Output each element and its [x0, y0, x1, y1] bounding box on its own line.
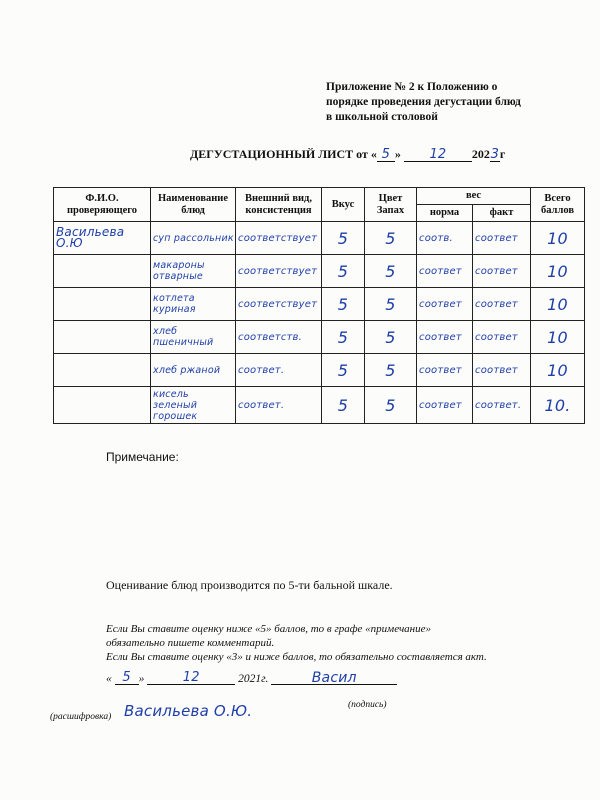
header-fio: Ф.И.О. проверяющего — [54, 188, 151, 222]
row-color: 5 — [385, 395, 396, 415]
header-weight-norm: норма — [417, 205, 473, 222]
row-taste: 5 — [337, 395, 349, 415]
note-line-3: Если Вы ставите оценку «3» и ниже баллов, то обязательно составляется акт. — [106, 651, 487, 663]
row-color: 5 — [385, 327, 396, 347]
row-total: 10. — [544, 395, 571, 415]
title-year-prefix: 202 — [471, 147, 490, 161]
row-color: 5 — [385, 228, 396, 248]
row-dish: кисель зеленый горошек — [153, 388, 198, 422]
sig-month: 12 — [182, 670, 200, 685]
row-fact: соответ. — [475, 399, 522, 411]
row-total: 10 — [547, 228, 568, 248]
row-appearance: соответствует — [238, 232, 318, 244]
signature-caption: (подпись) — [348, 700, 387, 710]
sig-year: 2021 — [238, 673, 262, 685]
row-total: 10 — [547, 261, 568, 281]
row-fact: соответ — [475, 232, 518, 244]
row-taste: 5 — [337, 327, 349, 347]
appendix-header — [326, 80, 566, 125]
row-taste: 5 — [337, 228, 349, 248]
row-taste: 5 — [337, 360, 349, 380]
signature-line — [106, 670, 397, 685]
row-norm: соответ — [419, 298, 462, 310]
row-total: 10 — [547, 294, 568, 314]
row-taste: 5 — [337, 294, 349, 314]
row-dish: котлета куриная — [153, 293, 196, 315]
title-label: ДЕГУСТАЦИОННЫЙ ЛИСТ от « — [190, 147, 377, 161]
signature-mark: Васил — [311, 670, 357, 686]
row-dish: макароны отварные — [153, 260, 205, 282]
row-dish: хлеб пшеничный — [153, 326, 214, 348]
row-appearance: соответств. — [238, 331, 303, 343]
sig-day: 5 — [122, 670, 131, 685]
decipher-caption: (расшифровка) — [50, 712, 112, 722]
row-norm: соответ — [419, 331, 462, 343]
table-row — [54, 387, 585, 424]
title-month: 12 — [429, 147, 447, 162]
appendix-line-2: порядке проведения дегустации блюд — [326, 96, 521, 108]
row-appearance: соответствует — [238, 265, 318, 277]
title-year-digit: 3 — [490, 147, 500, 162]
note-line-1: Если Вы ставите оценку ниже «5» баллов, то в графе «примечание» — [106, 623, 432, 635]
row-taste: 5 — [337, 261, 349, 281]
row-fact: соответ — [475, 364, 518, 376]
decipher-value: Васильева О.Ю. — [124, 702, 253, 720]
row-norm: соответ — [419, 399, 462, 411]
row-appearance: соответ. — [238, 364, 285, 376]
sig-close-quote: » — [138, 673, 145, 685]
row-fact: соответ — [475, 298, 518, 310]
title-sep: » — [394, 147, 401, 161]
row-fact: соответ — [475, 331, 518, 343]
instructions-note — [106, 622, 556, 664]
row-norm: соответ — [419, 265, 462, 277]
row-fio: Васильева О.Ю — [56, 225, 125, 250]
note-line-2: обязательно пишете комментарий. — [106, 637, 275, 649]
tasting-table — [53, 187, 585, 424]
table-row — [54, 255, 585, 288]
row-fact: соответ — [475, 265, 518, 277]
title-day: 5 — [381, 147, 391, 162]
header-appearance: Внешний вид, консистенция — [236, 188, 322, 222]
scale-text: Оценивание блюд производится по 5-ти бальной шкале. — [106, 578, 393, 592]
row-dish: суп рассольник — [153, 232, 234, 244]
table-row — [54, 288, 585, 321]
header-weight-fact: факт — [473, 205, 531, 222]
header-dish-name: Наименование блюд — [151, 188, 236, 222]
title-year-suffix: г — [499, 147, 506, 161]
header-total: Всего баллов — [531, 188, 585, 222]
row-total: 10 — [547, 360, 568, 380]
table-row — [54, 354, 585, 387]
row-total: 10 — [547, 327, 568, 347]
appendix-line-1: Приложение № 2 к Положению о — [326, 81, 498, 93]
row-norm: соотв. — [419, 232, 453, 244]
appendix-line-3: в школьной столовой — [326, 111, 438, 123]
document-title — [190, 147, 505, 162]
header-weight: вес — [417, 188, 531, 205]
header-color-smell: Цвет Запах — [365, 188, 417, 222]
row-appearance: соответ. — [238, 399, 285, 411]
table-row — [54, 321, 585, 354]
sig-year-suffix: г. — [261, 673, 269, 685]
remark-label: Примечание: — [106, 450, 179, 464]
row-color: 5 — [385, 360, 396, 380]
header-taste: Вкус — [322, 188, 365, 222]
row-color: 5 — [385, 294, 396, 314]
sig-open-quote: « — [106, 673, 112, 685]
table-row — [54, 222, 585, 255]
row-norm: соответ — [419, 364, 462, 376]
row-dish: хлеб ржаной — [153, 364, 221, 376]
row-appearance: соответствует — [238, 298, 318, 310]
row-color: 5 — [385, 261, 396, 281]
